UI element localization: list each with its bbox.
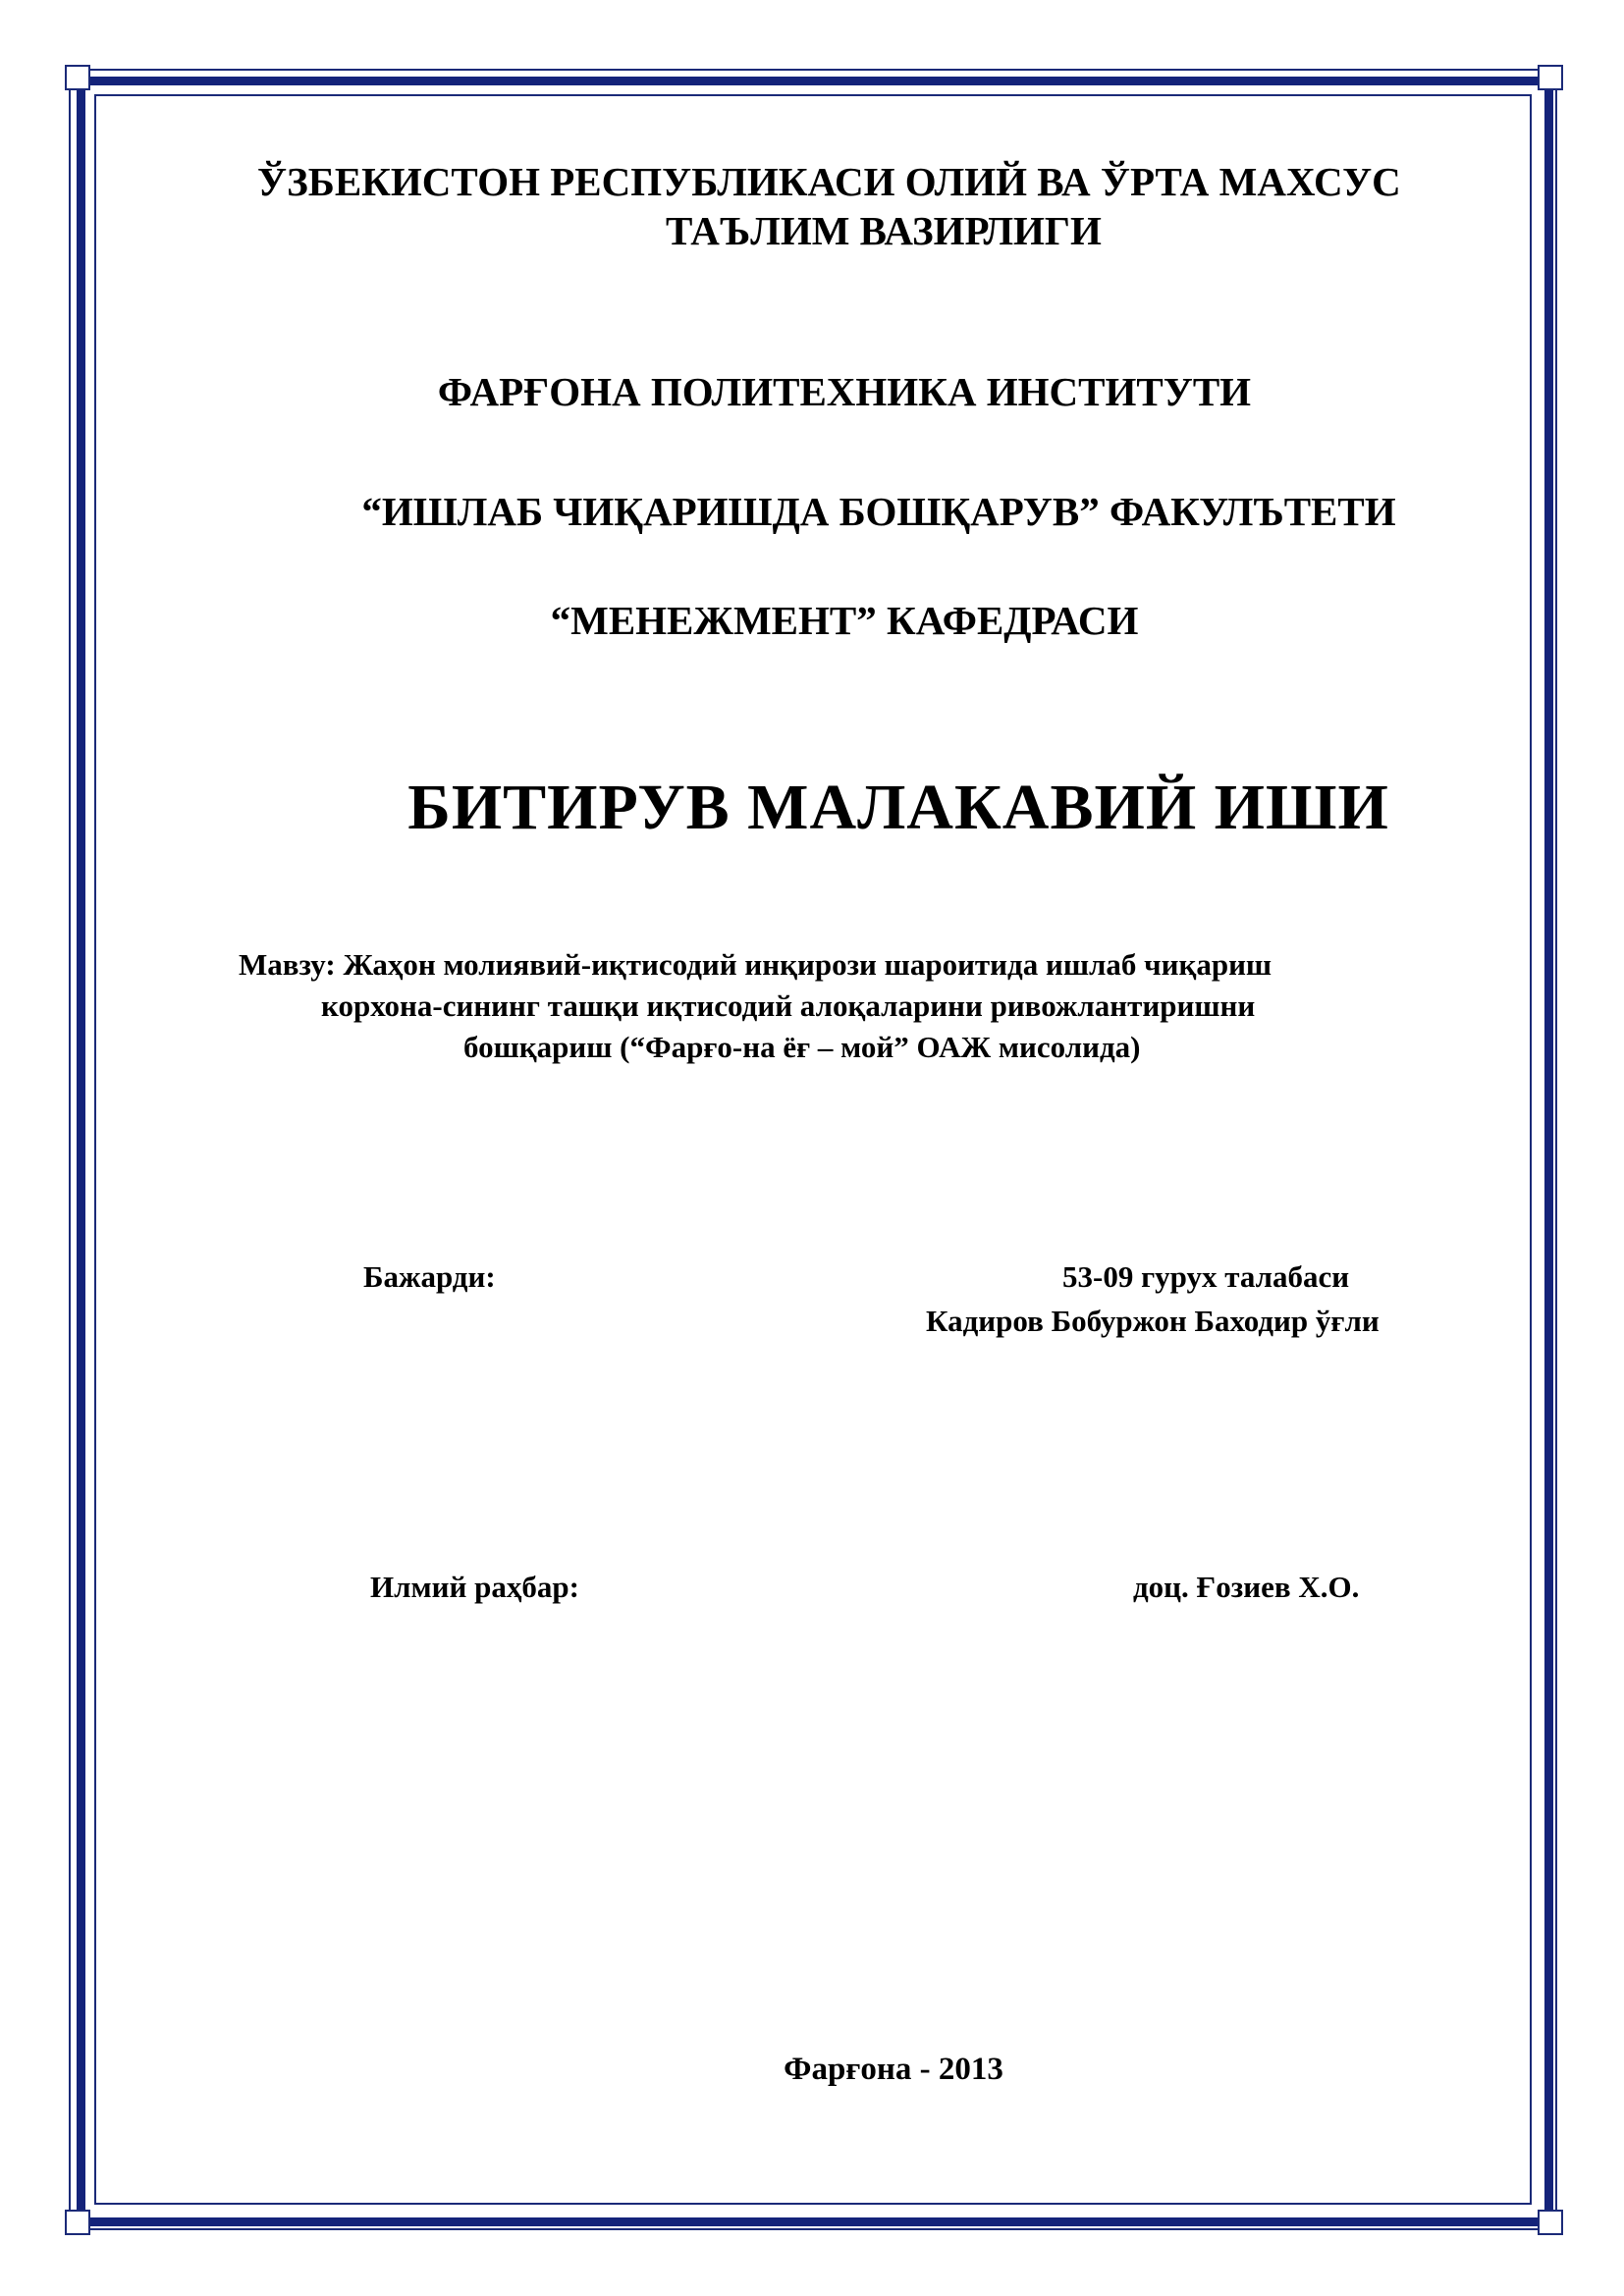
- ministry-heading: [257, 157, 1536, 255]
- topic-line-2: корхона-сининг ташқи иқтисодий алоқаларини ривожлантиришни: [321, 988, 1256, 1023]
- supervisor-name: доц. Ғозиев Х.О.: [1133, 1570, 1360, 1604]
- border-corner-bottom-left: [65, 2210, 90, 2235]
- department-name: “МЕНЕЖМЕНТ” КАФЕДРАСИ: [550, 598, 1139, 643]
- author-label: Бажарди:: [363, 1259, 496, 1294]
- ministry-line-1: ЎЗБЕКИСТОН РЕСПУБЛИКАСИ ОЛИЙ ВА ЎРТА МАХСУС: [257, 159, 1401, 204]
- work-title: БИТИРУВ МАЛАКАВИЙ ИШИ: [407, 772, 1389, 843]
- supervisor-label: Илмий раҳбар:: [370, 1570, 579, 1604]
- author-group: 53-09 гурух талабаси: [1062, 1259, 1350, 1294]
- border-corner-bottom-right: [1538, 2210, 1563, 2235]
- border-corner-top-left: [65, 65, 90, 90]
- institute-name: ФАРҒОНА ПОЛИТЕХНИКА ИНСТИТУТИ: [437, 369, 1252, 414]
- city-year: Фарғона - 2013: [784, 2052, 1003, 2087]
- border-corner-top-right: [1538, 65, 1563, 90]
- topic-line-1: Мавзу: Жаҳон молиявий-иқтисодий инқирози шароитида ишлаб чиқариш: [239, 947, 1272, 982]
- topic-block: [239, 944, 1528, 1068]
- author-name: Кадиров Бобуржон Баходир ўғли: [926, 1304, 1380, 1338]
- topic-line-3: бошқариш (“Фарғо-на ёғ – мой” ОАЖ мисолида): [463, 1030, 1141, 1064]
- faculty-name: “ИШЛАБ ЧИҚАРИШДА БОШҚАРУВ” ФАКУЛЪТЕТИ: [361, 489, 1396, 534]
- ministry-line-2: ТАЪЛИМ ВАЗИРЛИГИ: [666, 208, 1102, 253]
